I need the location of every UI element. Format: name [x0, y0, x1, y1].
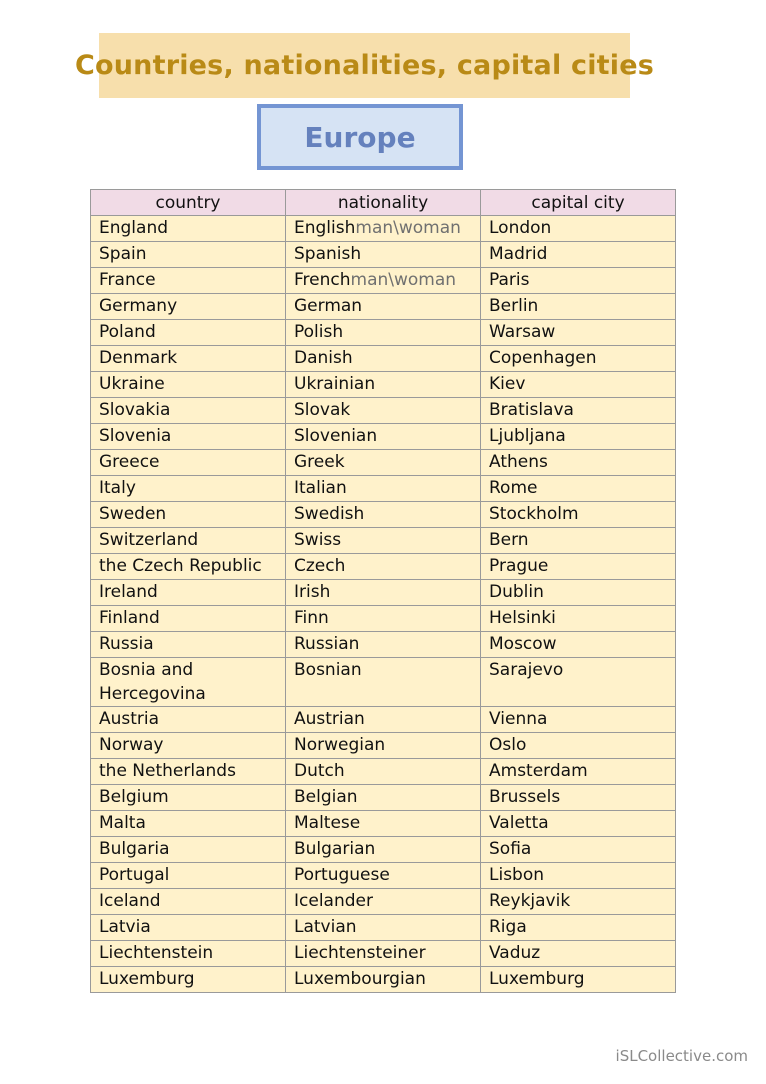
capital-cell: Valetta	[481, 811, 676, 837]
country-cell: Bulgaria	[91, 837, 286, 863]
table-row	[91, 941, 676, 967]
capital-cell: Bratislava	[481, 398, 676, 424]
capital-cell: Paris	[481, 268, 676, 294]
country-cell: Iceland	[91, 889, 286, 915]
nationality-cell	[286, 320, 481, 346]
country-cell: Bosnia and Hercegovina	[91, 658, 286, 707]
table-row	[91, 502, 676, 528]
nationality-cell	[286, 216, 481, 242]
capital-cell: Prague	[481, 554, 676, 580]
nationality-cell	[286, 346, 481, 372]
nationality-cell	[286, 294, 481, 320]
capital-cell: Warsaw	[481, 320, 676, 346]
nationality-text: Danish	[294, 348, 353, 368]
nationality-cell	[286, 707, 481, 733]
subtitle-box	[257, 104, 463, 170]
capital-cell: Dublin	[481, 580, 676, 606]
title-banner	[74, 33, 655, 98]
nationality-cell	[286, 528, 481, 554]
capital-cell: Kiev	[481, 372, 676, 398]
table-row	[91, 759, 676, 785]
capital-cell: Stockholm	[481, 502, 676, 528]
nationality-cell	[286, 733, 481, 759]
capital-cell: Reykjavik	[481, 889, 676, 915]
country-cell: Sweden	[91, 502, 286, 528]
table-row	[91, 837, 676, 863]
nationality-text: Italian	[294, 478, 347, 498]
page-title: Countries, nationalities, capital cities	[74, 50, 655, 81]
capital-cell: Oslo	[481, 733, 676, 759]
table-row	[91, 398, 676, 424]
nationality-cell	[286, 785, 481, 811]
nationality-text: Norwegian	[294, 735, 386, 755]
nationality-suffix: man\woman	[355, 218, 461, 238]
table-header-row	[91, 190, 676, 216]
nationality-cell	[286, 372, 481, 398]
nationality-cell	[286, 606, 481, 632]
nationality-text: Liechtensteiner	[294, 943, 426, 963]
country-cell: Latvia	[91, 915, 286, 941]
nationality-text: Swiss	[294, 530, 342, 550]
nationality-text: Russian	[294, 634, 360, 654]
nationality-cell	[286, 450, 481, 476]
capital-cell: Riga	[481, 915, 676, 941]
vocabulary-table	[90, 189, 676, 993]
table-row	[91, 554, 676, 580]
nationality-text: German	[294, 296, 363, 316]
country-cell: Greece	[91, 450, 286, 476]
nationality-cell	[286, 889, 481, 915]
country-cell: the Netherlands	[91, 759, 286, 785]
country-cell: Slovakia	[91, 398, 286, 424]
table-row	[91, 242, 676, 268]
country-cell: Portugal	[91, 863, 286, 889]
nationality-text: Swedish	[294, 504, 365, 524]
country-cell: the Czech Republic	[91, 554, 286, 580]
table-row	[91, 320, 676, 346]
capital-cell: Sofia	[481, 837, 676, 863]
country-cell: Italy	[91, 476, 286, 502]
capital-cell: Copenhagen	[481, 346, 676, 372]
nationality-text: Bosnian	[294, 660, 362, 680]
table-row	[91, 580, 676, 606]
table-row	[91, 372, 676, 398]
nationality-cell	[286, 268, 481, 294]
country-cell: France	[91, 268, 286, 294]
capital-cell: Luxemburg	[481, 967, 676, 993]
nationality-cell	[286, 863, 481, 889]
nationality-text: Slovenian	[294, 426, 378, 446]
country-cell: Switzerland	[91, 528, 286, 554]
nationality-cell	[286, 632, 481, 658]
nationality-cell	[286, 580, 481, 606]
table-row	[91, 658, 676, 707]
capital-cell: Amsterdam	[481, 759, 676, 785]
nationality-text: French	[294, 270, 351, 290]
table-row	[91, 216, 676, 242]
capital-cell: Berlin	[481, 294, 676, 320]
capital-cell: Lisbon	[481, 863, 676, 889]
header-country: country	[91, 190, 286, 216]
nationality-text: Icelander	[294, 891, 373, 911]
nationality-cell	[286, 837, 481, 863]
nationality-text: Portuguese	[294, 865, 390, 885]
capital-cell: Ljubljana	[481, 424, 676, 450]
capital-cell: Moscow	[481, 632, 676, 658]
nationality-text: Greek	[294, 452, 345, 472]
country-cell: Slovenia	[91, 424, 286, 450]
nationality-text: Bulgarian	[294, 839, 376, 859]
nationality-text: Ukrainian	[294, 374, 376, 394]
capital-cell: Athens	[481, 450, 676, 476]
country-cell: Norway	[91, 733, 286, 759]
country-cell: Ukraine	[91, 372, 286, 398]
nationality-cell	[286, 398, 481, 424]
table-row	[91, 346, 676, 372]
nationality-cell	[286, 967, 481, 993]
nationality-cell	[286, 759, 481, 785]
nationality-cell	[286, 658, 481, 707]
table-row	[91, 889, 676, 915]
nationality-text: Luxembourgian	[294, 969, 426, 989]
nationality-suffix: man\woman	[350, 270, 457, 290]
country-cell: Luxemburg	[91, 967, 286, 993]
nationality-text: English	[294, 218, 356, 238]
table-row	[91, 294, 676, 320]
table-row	[91, 967, 676, 993]
country-cell: Spain	[91, 242, 286, 268]
country-cell: Russia	[91, 632, 286, 658]
nationality-text: Slovak	[294, 400, 351, 420]
table-row	[91, 632, 676, 658]
capital-cell: Rome	[481, 476, 676, 502]
nationality-text: Dutch	[294, 761, 345, 781]
country-cell: Malta	[91, 811, 286, 837]
country-cell: England	[91, 216, 286, 242]
nationality-text: Austrian	[294, 709, 365, 729]
table-row	[91, 733, 676, 759]
country-cell: Belgium	[91, 785, 286, 811]
country-cell: Denmark	[91, 346, 286, 372]
table-row	[91, 863, 676, 889]
country-cell: Finland	[91, 606, 286, 632]
nationality-text: Czech	[294, 556, 346, 576]
nationality-cell	[286, 915, 481, 941]
capital-cell: Madrid	[481, 242, 676, 268]
nationality-text: Latvian	[294, 917, 357, 937]
country-cell: Ireland	[91, 580, 286, 606]
table-row	[91, 785, 676, 811]
capital-cell: Helsinki	[481, 606, 676, 632]
header-nationality: nationality	[286, 190, 481, 216]
nationality-text: Polish	[294, 322, 344, 342]
table-row	[91, 424, 676, 450]
nationality-text: Belgian	[294, 787, 358, 807]
nationality-text: Irish	[294, 582, 331, 602]
capital-cell: Sarajevo	[481, 658, 676, 707]
nationality-cell	[286, 476, 481, 502]
nationality-cell	[286, 554, 481, 580]
country-cell: Liechtenstein	[91, 941, 286, 967]
table-row	[91, 707, 676, 733]
capital-cell: Vaduz	[481, 941, 676, 967]
header-capital-city: capital city	[481, 190, 676, 216]
nationality-cell	[286, 811, 481, 837]
table-row	[91, 528, 676, 554]
nationality-text: Finn	[294, 608, 329, 628]
nationality-cell	[286, 502, 481, 528]
nationality-cell	[286, 941, 481, 967]
table-row	[91, 268, 676, 294]
table-body	[91, 216, 676, 993]
table-row	[91, 606, 676, 632]
nationality-cell	[286, 242, 481, 268]
nationality-cell	[286, 424, 481, 450]
table-row	[91, 915, 676, 941]
country-cell: Poland	[91, 320, 286, 346]
watermark: iSLCollective.com	[615, 1047, 748, 1065]
section-title: Europe	[304, 120, 416, 154]
nationality-text: Spanish	[294, 244, 362, 264]
country-cell: Germany	[91, 294, 286, 320]
table-row	[91, 476, 676, 502]
capital-cell: London	[481, 216, 676, 242]
table-row	[91, 450, 676, 476]
capital-cell: Brussels	[481, 785, 676, 811]
nationality-text: Maltese	[294, 813, 361, 833]
capital-cell: Vienna	[481, 707, 676, 733]
table-row	[91, 811, 676, 837]
capital-cell: Bern	[481, 528, 676, 554]
country-cell: Austria	[91, 707, 286, 733]
